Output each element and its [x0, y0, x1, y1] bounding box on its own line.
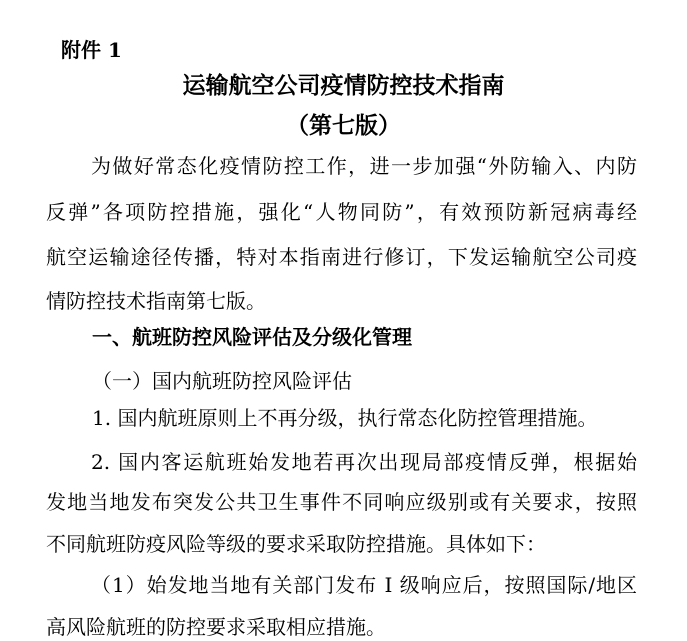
item-2-line-1: 2. 国内客运航班始发地若再次出现局部疫情反弹，根据始: [91, 450, 637, 474]
document-edition: （第七版）: [286, 112, 401, 139]
attachment-label: 附件 1: [61, 38, 122, 62]
item-2-line-3: 不同航班防疫风险等级的要求采取防控措施。具体如下：: [46, 532, 546, 556]
subitem-1-line-1: （1）始发地当地有关部门发布 I 级响应后，按照国际/地区: [91, 573, 637, 597]
item-1: 1. 国内航班原则上不再分级，执行常态化防控管理措施。: [92, 406, 598, 430]
item-2-line-2: 发地当地发布突发公共卫生事件不同响应级别或有关要求，按照: [46, 490, 637, 514]
intro-paragraph-line-2: 反弹”各项防控措施，强化“人物同防”，有效预防新冠病毒经: [46, 200, 637, 224]
intro-paragraph-line-1: 为做好常态化疫情防控工作，进一步加强“外防输入、内防: [91, 154, 637, 178]
section-heading-1: 一、航班防控风险评估及分级化管理: [92, 325, 412, 349]
intro-paragraph-line-4: 情防控技术指南第七版。: [46, 289, 266, 313]
intro-paragraph-line-3: 航空运输途径传播，特对本指南进行修订，下发运输航空公司疫: [46, 245, 637, 269]
subsection-heading-1: （一）国内航班防控风险评估: [92, 369, 352, 393]
document-title: 运输航空公司疫情防控技术指南: [182, 72, 505, 99]
subitem-1-line-2: 高风险航班的防控要求采取相应措施。: [46, 615, 386, 639]
